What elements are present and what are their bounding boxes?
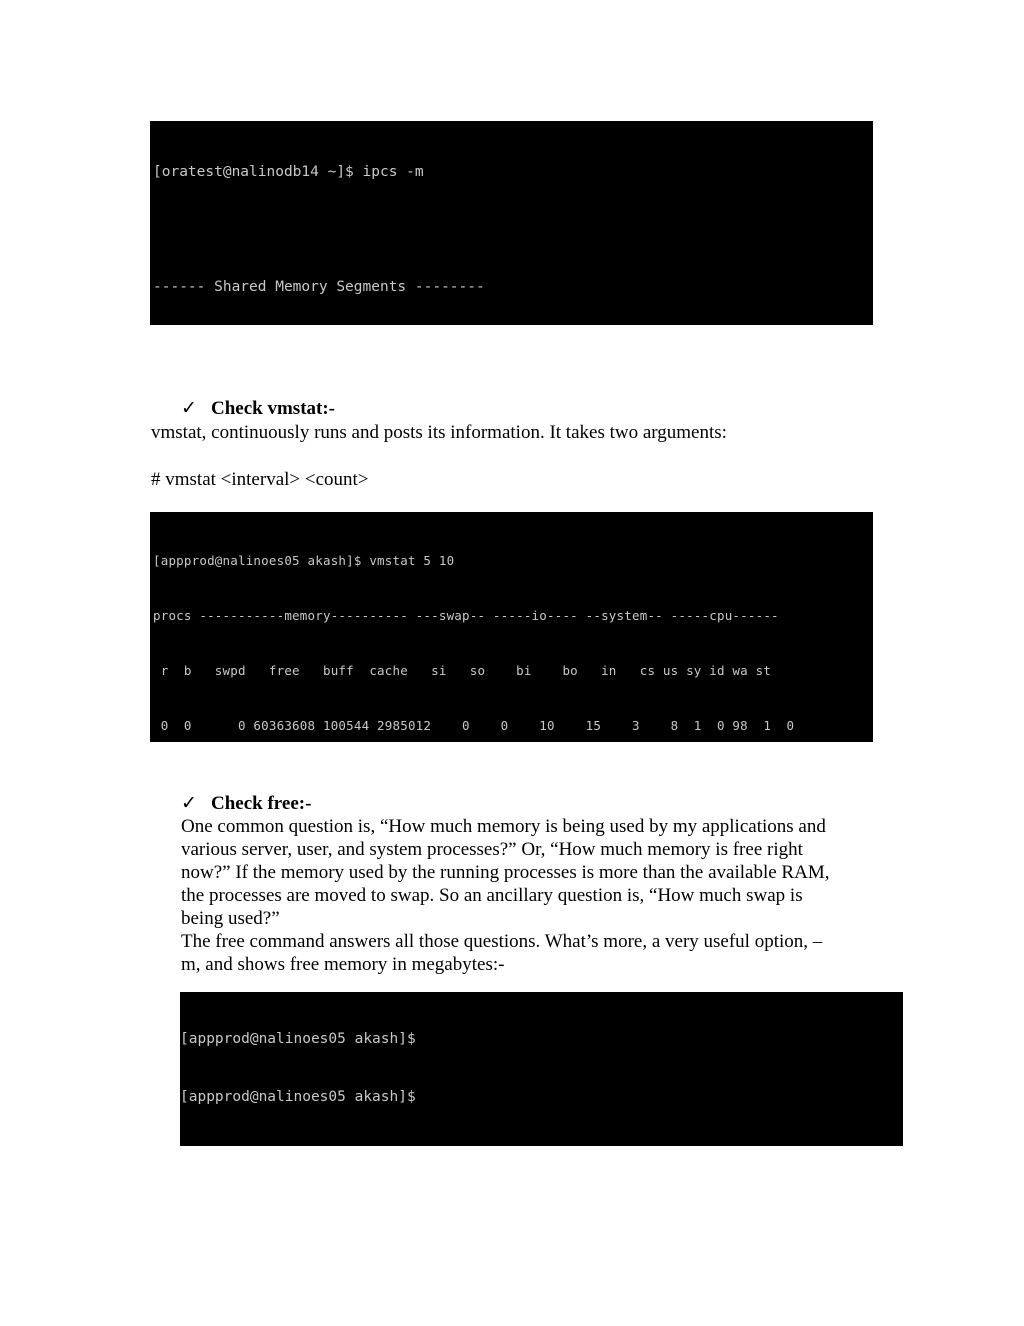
free-terminal (180, 992, 903, 1146)
paragraph-line: the processes are moved to swap. So an ancillary question is, “How much swap is (181, 885, 803, 906)
terminal-line: r b swpd free buff cache si so bi bo in cs us sy id wa st (153, 663, 772, 678)
free-paragraph (181, 815, 881, 976)
terminal-line: 0 0 0 60363608 100544 2985012 0 0 10 15 3 8 1 0 98 1 0 (153, 718, 795, 733)
check-mark-icon: ✓ (181, 398, 197, 419)
paragraph-line: now?” If the memory used by the running processes is more than the available RAM, (181, 862, 830, 883)
ipcs-terminal (150, 121, 873, 325)
vmstat-heading (181, 397, 335, 420)
paragraph-line: being used?” (181, 908, 280, 929)
check-mark-icon: ✓ (181, 793, 197, 814)
terminal-line: [appprod@nalinoes05 akash]$ vmstat 5 10 (153, 553, 455, 568)
free-heading-text: Check free:- (211, 793, 312, 814)
terminal-line: [oratest@nalinodb14 ~]$ ipcs -m (153, 164, 424, 180)
paragraph-line: various server, user, and system processes?” Or, “How much memory is free right (181, 839, 803, 860)
vmstat-command: # vmstat <interval> <count> (151, 469, 369, 490)
paragraph-line: m, and shows free memory in megabytes:- (181, 954, 505, 975)
terminal-line: procs -----------memory---------- ---swap-- -----io---- --system-- -----cpu------ (153, 608, 779, 623)
vmstat-description: vmstat, continuously runs and posts its information. It takes two arguments: (151, 422, 727, 443)
terminal-line (153, 221, 873, 241)
terminal-line: [appprod@nalinoes05 akash]$ (180, 1031, 416, 1047)
terminal-line: [appprod@nalinoes05 akash]$ (180, 1088, 416, 1105)
paragraph-line: One common question is, “How much memory is being used by my applications and (181, 816, 826, 837)
terminal-line (180, 1145, 903, 1146)
vmstat-terminal (150, 512, 873, 742)
vmstat-heading-text: Check vmstat:- (211, 398, 336, 419)
paragraph-line: The free command answers all those questions. What’s more, a very useful option, – (181, 931, 823, 952)
free-heading (181, 792, 311, 815)
terminal-line: ------ Shared Memory Segments -------- (153, 279, 485, 295)
